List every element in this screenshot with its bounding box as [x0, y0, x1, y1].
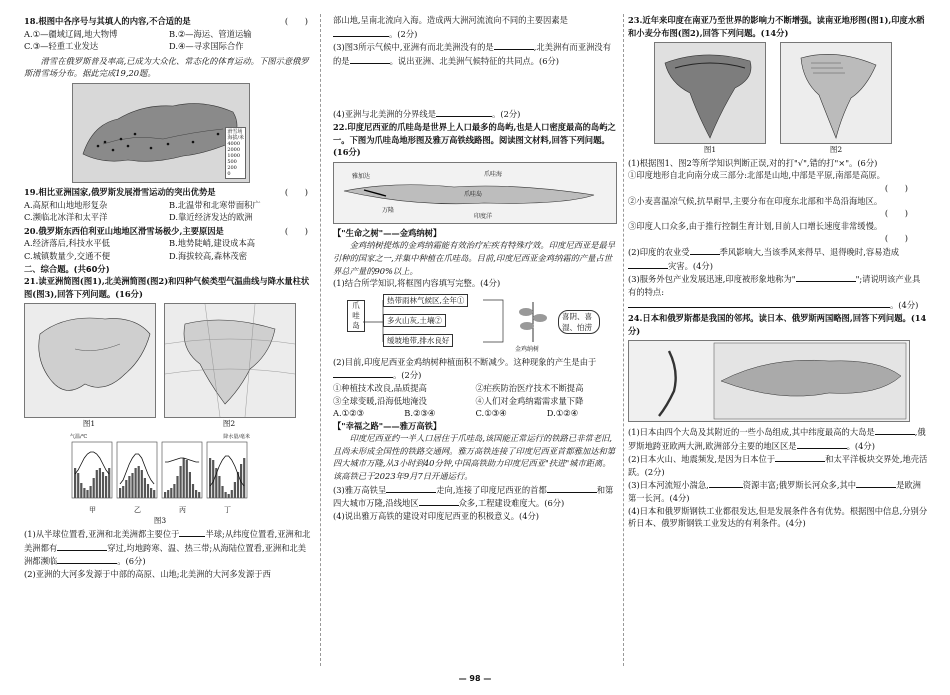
asia-map: [24, 303, 156, 418]
answer-blank[interactable]: [856, 478, 896, 488]
climate-charts-figure: [70, 434, 314, 527]
answer-blank[interactable]: [179, 527, 205, 537]
option: ③全球变暖,沿海低地淹没: [333, 395, 427, 406]
figure-caption: 图3: [153, 515, 167, 525]
q24-part3: (3)日本河流短小湍急, 资源丰富;俄罗斯长河众多,其中 是欧洲第一长河。(4分): [628, 480, 921, 504]
rail-heading: 【"幸福之路"——雅万高铁】: [333, 420, 442, 431]
answer-blank[interactable]: [875, 425, 915, 435]
precip-bar: [153, 490, 155, 498]
answer-blank[interactable]: [419, 496, 459, 506]
diagram-box: 热带雨林气候区,全年①: [383, 294, 468, 307]
answer-blank[interactable]: [350, 54, 390, 64]
climate-charts: [70, 440, 250, 502]
precip-bar: [176, 476, 178, 498]
climate-axis-labels: 气温/℃ 降水量/毫米: [70, 433, 250, 440]
precip-bar: [138, 466, 140, 498]
life-tree-text: 金鸡纳树提炼的金鸡纳霜能有效治疗疟疾有特殊疗效。印度尼西亚是最早引种的国家之一,并集中种植在爪哇岛。目前,印度尼西亚金鸡纳霜的产量占世界总产量的90%以上。: [333, 240, 616, 276]
precip-bar: [189, 472, 191, 498]
option: ①种植技术改良,品质提高: [333, 382, 427, 393]
precip-bar: [80, 483, 82, 498]
q21-part2-cont: 部山地,呈南北流向入海。造成两大洲河流流向不同的主要因素是。(2分): [333, 15, 568, 39]
answer-blank[interactable]: [628, 298, 890, 308]
south-asia-terrain-map: [654, 42, 766, 144]
option: C.③—轻重工业发达: [24, 41, 99, 52]
india-crops-figure: [780, 42, 892, 157]
precip-bar: [128, 476, 130, 498]
question-21: 21.读亚洲简图(图1),北美洲简图(图2)和四种气候类型气温曲线与降水量柱状图(图3),回答下列问题。(16分): [24, 276, 310, 299]
precip-bar: [234, 482, 236, 498]
precip-bar: [186, 460, 188, 498]
answer-blank[interactable]: [709, 478, 743, 488]
life-tree-heading: 【"生命之树"——金鸡纳树】: [333, 227, 442, 238]
figure-caption: 图1: [703, 145, 717, 155]
precip-bar: [141, 470, 143, 498]
precip-bar: [192, 484, 194, 498]
russia-ski-map: [72, 83, 250, 183]
q22-part4: (4)说出雅万高铁的建设对印度尼西亚的积极意义。(4分): [333, 510, 540, 521]
precip-bar: [167, 490, 169, 498]
cinchona-diagram: [333, 292, 618, 354]
option: A.经济落后,科技水平低: [24, 238, 110, 249]
precip-bar: [96, 470, 98, 498]
column-3: [628, 14, 928, 530]
answer-blank[interactable]: [436, 107, 492, 117]
question-24: 24.日本和俄罗斯都是我国的邻邦。读日本、俄罗斯两国略图,回答下列问题。(14分): [628, 312, 927, 336]
precip-bar: [86, 490, 88, 498]
precip-bar: [99, 468, 101, 498]
india-crops-map: [780, 42, 892, 144]
north-america-map-graphic: [165, 304, 295, 417]
page-number: — 98 —: [458, 674, 492, 684]
precip-bar: [183, 458, 185, 498]
q23-part3-line: 。(4分): [628, 298, 928, 312]
climate-chart-labels: 甲 乙 丙 丁: [89, 505, 231, 514]
q21-part2: (2)亚洲的大河多发源于中部的高原、山地;北美洲的大河多发源于西: [24, 568, 271, 579]
option: ②疟疾防治医疗技术不断提高: [475, 382, 584, 393]
russia-map-graphic: [73, 84, 249, 182]
answer-blank[interactable]: [797, 439, 847, 449]
precip-bar: [77, 473, 79, 498]
precip-bar: [102, 472, 104, 498]
precip-bar: [198, 492, 200, 498]
figure-caption: 图2: [222, 419, 236, 429]
answer-blank[interactable]: [333, 27, 389, 37]
q23-part3: (3)服务外包产业发展迅速,印度被形象地称为" ";请说明该产业具有的特点:: [628, 274, 921, 297]
precip-bar: [131, 473, 133, 498]
option: C.濒临北冰洋和太平洋: [24, 212, 108, 223]
map-label: 雅加达: [352, 172, 371, 180]
precip-bar: [150, 488, 152, 498]
map-label: 印度洋: [474, 212, 493, 220]
india-map-graphic: [781, 43, 891, 143]
cinchona-plant-icon: [513, 292, 553, 344]
diagram-box: 缓坡地带,排水良好: [383, 334, 453, 347]
q21-part4: (4)亚洲与北美洲的分界线是 。(2分): [333, 109, 521, 120]
precip-bar: [144, 478, 146, 498]
java-island-map: [333, 162, 617, 224]
asia-map-graphic: [25, 304, 155, 417]
option: A.高原和山地地形复杂: [24, 199, 108, 210]
option: B.②—海运、管道运输: [169, 28, 252, 39]
q22-part2: (2)目前,印度尼西亚金鸡纳树种植面积不断减少。这种现象的产生是由于。(2分): [333, 356, 597, 381]
precip-bar: [147, 484, 149, 498]
option: B.北温带和北寒带面积广: [169, 199, 261, 210]
precip-bar: [125, 480, 127, 498]
q23-item-1: ①印度地形自北向南分成三部分:北部是山地,中部是平原,南部是高原。: [628, 170, 885, 181]
option: ④人们对金鸡纳霜需求量下降: [475, 395, 584, 406]
q18-options: [24, 28, 314, 53]
rail-text: 印度尼西亚约一半人口居住于爪哇岛,该国能正常运行的铁路已非常老旧,且尚未形成全国性的铁路交通网。雅万高铁连接了印度尼西亚首都雅加达和第四大城市万隆,从3小时到40分钟,中国高铁助力印度尼西亚"扶进"城市距离。该高铁已于2023年9月7日开通运行。: [333, 433, 616, 482]
precip-bar: [228, 494, 230, 498]
diagram-connectors: [363, 292, 513, 354]
answer-blank[interactable]: [494, 40, 534, 50]
question-19: 19.相比亚洲国家,俄罗斯发展滑雪运动的突出优势是 ( ): [24, 186, 308, 197]
north-america-map-figure: [164, 303, 294, 431]
precip-bar: [105, 476, 107, 498]
question-23: 23.近年来印度在南亚乃至世界的影响力不断增强。读南亚地形图(图1),印度水稻和小麦分布图(图2),回答下列问题。(14分): [628, 15, 925, 38]
column-2: [333, 14, 618, 522]
precip-bar: [90, 486, 92, 498]
intro-19-20: 滑雪在俄罗斯普及率高,已成为大众化、常态化的体育运动。下图示意俄罗斯滑雪场分布。据此完成19,20题。: [24, 55, 309, 79]
precip-bar: [243, 458, 245, 498]
choice: D.①②④: [546, 408, 579, 419]
answer-blank[interactable]: [333, 368, 393, 378]
precip-bar: [83, 488, 85, 498]
diagram-box: 多火山灰,土壤②: [383, 314, 446, 327]
question-18: 18.根图中各序号与其填人的内容,不合适的是 ( ): [24, 16, 308, 26]
question-20: 20.俄罗斯东西伯利亚山地地区滑雪场极少,主要原因是 ( ): [24, 225, 308, 236]
map-label: 爪哇海: [484, 170, 503, 178]
climate-panel: [162, 442, 202, 498]
q23-part2: (2)印度的农业受 季风影响大,当该季风来得早、退得晚时,容易造成灾害。(4分): [628, 246, 900, 271]
q23-maps: [654, 42, 928, 157]
precip-bar: [122, 486, 124, 498]
q23-item-2: ②小麦喜温凉气候,抗旱耐旱,主要分布在印度东北部和半岛沿海地区。: [628, 195, 883, 206]
column-divider: [623, 14, 624, 666]
precip-bar: [231, 490, 233, 498]
precip-bar: [180, 466, 182, 498]
q20-options: [24, 237, 314, 262]
column-divider: [320, 14, 321, 666]
q24-part2: (2)日本火山、地震频发,是因为日本位于 和太平洋板块交界处,地壳活跃。(2分): [628, 454, 928, 477]
precip-bar: [173, 484, 175, 498]
answer-blank[interactable]: [57, 541, 107, 551]
q22-part3: (3)雅万高铁呈 走向,连接了印度尼西亚的首都 和第四大城市万隆,沿线地区 众多,工程建设难度大。(6分): [333, 484, 614, 509]
q19-options: [24, 199, 314, 224]
q22-2-statements: [333, 382, 618, 407]
option: D.④—寻求国际合作: [169, 41, 244, 52]
map-legend: 滑雪场 海拔/米 4000 2000 1000 500 200 0: [227, 128, 244, 177]
precip-bar: [93, 478, 95, 498]
answer-blank[interactable]: [386, 483, 436, 493]
precip-bar: [119, 488, 121, 498]
cloud-label: 喜阴、喜湿、怕涝: [558, 310, 600, 334]
q23-item-3: ③印度人口众多,由于推行控制生育计划,目前人口增长速度非常缓慢。: [628, 220, 883, 231]
q24-part1: (1)日本由四个大岛及其附近的一些小岛组成,其中纬度最高的大岛是 ,俄罗斯地跨亚欧两大洲,欧洲部分主要的地区区是 。(4分): [628, 427, 926, 451]
asia-map-figure: [24, 303, 154, 431]
option: D.海拔较高,森林茂密: [169, 250, 248, 261]
map-label: 爪哇岛: [464, 190, 483, 198]
south-asia-map-graphic: [655, 43, 765, 143]
answer-blank[interactable]: [57, 554, 117, 564]
column-1: [24, 14, 314, 580]
north-america-map: [164, 303, 296, 418]
diagram-left-box: 爪哇岛: [347, 300, 365, 332]
judgment-paren[interactable]: ( ): [884, 208, 908, 219]
precip-bar: [195, 490, 197, 498]
answer-blank[interactable]: [690, 245, 720, 255]
precip-bar: [170, 488, 172, 498]
answer-blank[interactable]: [796, 272, 856, 282]
judgment-paren[interactable]: ( ): [884, 182, 908, 193]
precip-bar: [135, 468, 137, 498]
option: C.城镇数量少,交通不便: [24, 250, 110, 261]
answer-space[interactable]: [333, 67, 618, 107]
q23-part1: (1)根据图1、图2等所学知识判断正误,对的打"√",错的打"×"。(6分): [628, 157, 878, 168]
q22-part1: (1)结合所学知识,将框图内容填写完整。(4分): [333, 278, 501, 289]
precip-bar: [221, 486, 223, 498]
map-label: 万隆: [382, 206, 395, 214]
choice: B.②③④: [404, 408, 436, 419]
question-22: 22.印度尼西亚的爪哇岛是世界上人口最多的岛屿,也是人口密度最高的岛屿之一。下图为爪哇岛地形图及雅万高铁线路图。阅读图文材料,回答下列问题。(16分): [333, 121, 616, 158]
japan-russia-map-graphic: [629, 341, 909, 421]
precip-bar: [209, 458, 211, 498]
section-2-heading: 二、综合题。(共60分): [24, 263, 110, 274]
japan-russia-map: [628, 340, 910, 422]
figure-caption: 图1: [82, 419, 96, 429]
q21-part1: (1)从半球位置看,亚洲和北美洲都主要位于 半球;从纬度位置看,亚洲和北美洲都有 穿过,均地跨寒、温、热三带;从海陆位置看,亚洲和北美洲都濒临 。(6分): [24, 529, 311, 567]
figure-caption: 图2: [829, 145, 843, 155]
q24-part4: (4)日本和俄罗斯钢铁工业都很发达,但是发展条件各有优势。根据图中信息,分别分析日本、俄罗斯钢铁工业发达的有利条件。(4分): [628, 505, 928, 529]
choice: C.①③④: [475, 408, 507, 419]
q21-maps: [24, 303, 314, 431]
q22-2-choices: [333, 407, 618, 420]
precip-bar: [218, 476, 220, 498]
answer-blank[interactable]: [547, 483, 597, 493]
south-asia-terrain-figure: [654, 42, 766, 157]
option: D.靠近经济发达的欧洲: [169, 212, 253, 223]
plant-label: 金鸡纳树: [515, 345, 540, 353]
option: A.①—疆域辽阔,地大物博: [24, 28, 118, 39]
answer-blank[interactable]: [775, 452, 825, 462]
precip-bar: [164, 492, 166, 498]
answer-blank[interactable]: [628, 259, 668, 269]
choice: A.①②③: [333, 408, 364, 419]
judgment-paren[interactable]: ( ): [884, 233, 908, 244]
q21-part3: (3)图3所示气候中,亚洲有而北美洲没有的是 ,北美洲有而亚洲没有的是 。说出亚洲、北美洲气候特征的共同点。(6分): [333, 42, 612, 66]
precip-bar: [225, 492, 227, 498]
option: B.地势陡峭,建设成本高: [169, 238, 256, 249]
